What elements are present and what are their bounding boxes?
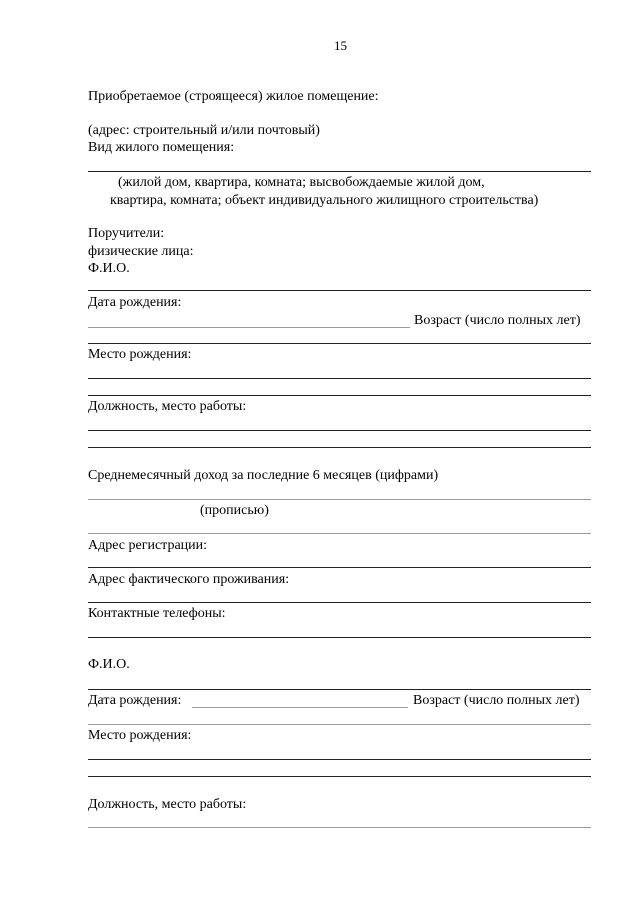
property-heading: Приобретаемое (строящееся) жилое помещение: bbox=[88, 89, 379, 104]
person2-age-label: Возраст (число полных лет) bbox=[413, 693, 580, 708]
person1-position-line-2[interactable] bbox=[88, 447, 591, 448]
person1-registration-line[interactable] bbox=[88, 567, 591, 568]
person2-birth-place-label: Место рождения: bbox=[88, 728, 192, 743]
person2-birth-place-line-1[interactable] bbox=[88, 759, 591, 760]
person1-birth-date-label: Дата рождения: bbox=[88, 295, 182, 310]
person1-birth-place-line-1[interactable] bbox=[88, 378, 591, 379]
person1-income-words-line[interactable] bbox=[88, 533, 591, 534]
property-type-hint-1: (жилой дом, квартира, комната; высвобождаемые жилой дом, bbox=[118, 175, 485, 190]
person1-birth-date-line[interactable] bbox=[88, 327, 410, 328]
property-type-label: Вид жилого помещения: bbox=[88, 140, 235, 155]
person1-age-line[interactable] bbox=[88, 343, 591, 344]
property-address-note: (адрес: строительный и/или почтовый) bbox=[88, 123, 320, 138]
person2-fio-line[interactable] bbox=[88, 689, 591, 690]
person1-actual-address-label: Адрес фактического проживания: bbox=[88, 572, 290, 587]
person1-birth-place-label: Место рождения: bbox=[88, 347, 192, 362]
individuals-label: физические лица: bbox=[88, 244, 194, 259]
person1-age-label: Возраст (число полных лет) bbox=[414, 313, 581, 328]
person2-fio-label: Ф.И.О. bbox=[88, 657, 130, 672]
person2-birth-place-line-2[interactable] bbox=[88, 776, 591, 777]
property-type-hint-2: квартира, комната; объект индивидуального жилищного строительства) bbox=[110, 193, 539, 208]
person1-fio-label: Ф.И.О. bbox=[88, 261, 130, 276]
person1-position-line-1[interactable] bbox=[88, 430, 591, 431]
person1-income-label: Среднемесячный доход за последние 6 месяцев (цифрами) bbox=[88, 468, 439, 483]
guarantors-heading: Поручители: bbox=[88, 226, 165, 241]
person2-birth-date-line[interactable] bbox=[192, 707, 408, 708]
person2-position-label: Должность, место работы: bbox=[88, 797, 247, 812]
person1-registration-label: Адрес регистрации: bbox=[88, 538, 208, 553]
person1-actual-address-line[interactable] bbox=[88, 602, 591, 603]
person1-income-line[interactable] bbox=[88, 499, 591, 500]
page-number: 15 bbox=[334, 38, 347, 53]
person1-phones-line[interactable] bbox=[88, 637, 591, 638]
person1-fio-line[interactable] bbox=[88, 290, 591, 291]
person2-birth-date-label: Дата рождения: bbox=[88, 693, 182, 708]
person1-income-words-label: (прописью) bbox=[200, 503, 269, 518]
person1-position-label: Должность, место работы: bbox=[88, 399, 247, 414]
person2-age-line[interactable] bbox=[88, 724, 591, 725]
property-type-line[interactable] bbox=[88, 171, 591, 172]
person1-phones-label: Контактные телефоны: bbox=[88, 606, 226, 621]
person2-position-line[interactable] bbox=[88, 827, 591, 828]
person1-birth-place-line-2[interactable] bbox=[88, 395, 591, 396]
